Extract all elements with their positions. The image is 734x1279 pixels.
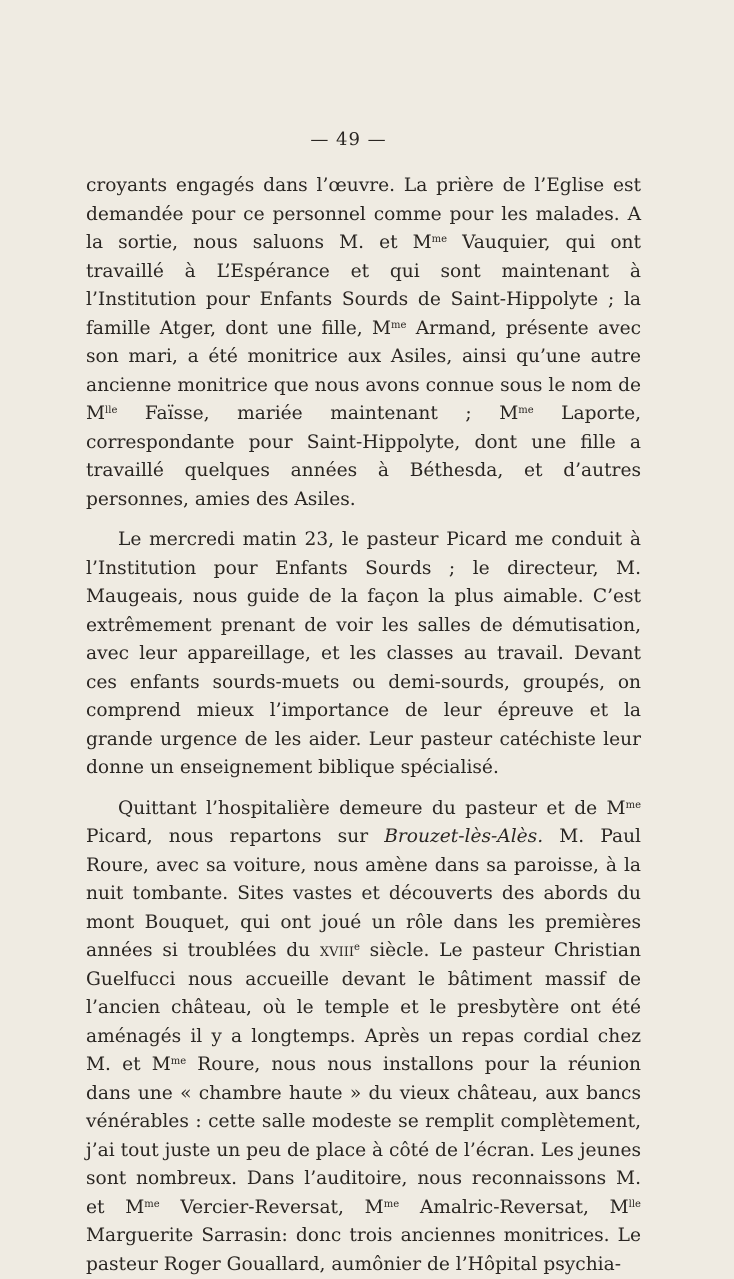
superscript: lle: [629, 1199, 641, 1210]
text-run: Marguerite Sarrasin: donc trois anciennes monitrices. Le pasteur Roger Gouallard, aumônier de l’Hôpital psychia-: [86, 1225, 641, 1275]
text-run: Armand, présente avec son mari, a été monitrice aux Asiles, ainsi qu’une autre ancienne monitrice que nous avons connue sous le nom de M: [86, 318, 641, 425]
text-run: Vauquier, qui ont travaillé à L’Espérance et qui sont maintenant à l’Institution pour Enfants Sourds de Saint-Hippolyte ; la famille Atger, dont une fille, M: [86, 232, 641, 339]
italic-place-name: Brouzet-lès-Alès.: [384, 826, 543, 847]
body-text: [86, 172, 641, 1279]
superscript: me: [384, 1199, 399, 1210]
text-run: Quittant l’hospitalière demeure du pasteur et de M: [118, 798, 626, 819]
superscript: me: [626, 800, 641, 811]
paragraph-1: [86, 172, 641, 514]
superscript: me: [171, 1056, 186, 1067]
superscript: e: [354, 942, 360, 953]
text-run: Laporte, correspondante pour Saint-Hippolyte, dont une fille a travaillé quelques années à Béthesda, et d’autres personnes, amies des Asiles.: [86, 403, 641, 510]
paragraph-3: [86, 795, 641, 1279]
page-number: — 49 —: [0, 129, 697, 150]
text-run: croyants engagés dans l’œuvre. La prière de l’Eglise est demandée pour ce personnel comme pour les malades. A la sortie, nous saluons M. et M: [86, 175, 641, 253]
text-run: Le mercredi matin 23, le pasteur Picard me conduit à l’Institution pour Enfants Sourds ; le directeur, M. Maugeais, nous guide de la façon la plus aimable. C’est extrêmement prenant de voir les salles de démutisation, avec leur appareillage, et les classes au travail. Devant ces enfants sourds-muets ou demi-sourds, groupés, on comprend mieux l’importance de leur épreuve et la grande urgence de les aider. Leur pasteur catéchiste leur donne un enseignement biblique spécialisé.: [86, 529, 641, 778]
small-caps-numeral: xviii: [320, 940, 354, 961]
text-run: M. Paul Roure, avec sa voiture, nous amène dans sa paroisse, à la nuit tombante. Sites vastes et découverts des abords du mont Bouquet, qui ont joué un rôle dans les premières années si troublées du: [86, 826, 641, 961]
text-run: Vercier-Reversat, M: [160, 1197, 384, 1218]
superscript: me: [518, 405, 533, 416]
text-run: Roure, nous nous installons pour la réunion dans une « chambre haute » du vieux château, aux bancs vénérables : cette salle modeste se remplit complètement, j’ai tout juste un peu de place à côté de l’écran. Les jeunes sont nombreux. Dans l’auditoire, nous reconnaissons M. et M: [86, 1054, 641, 1218]
superscript: me: [391, 320, 406, 331]
text-run: Faïsse, mariée maintenant ; M: [117, 403, 518, 424]
text-run: Picard, nous repartons sur: [86, 826, 384, 847]
superscript: me: [432, 234, 447, 245]
superscript: lle: [105, 405, 117, 416]
superscript: me: [144, 1199, 159, 1210]
text-run: siècle. Le pasteur Christian Guelfucci nous accueille devant le bâtiment massif de l’ancien château, où le temple et le presbytère ont été aménagés il y a longtemps. Après un repas cordial chez M. et M: [86, 940, 641, 1075]
paragraph-2: [86, 526, 641, 783]
text-run: Amalric-Reversat, M: [399, 1197, 629, 1218]
